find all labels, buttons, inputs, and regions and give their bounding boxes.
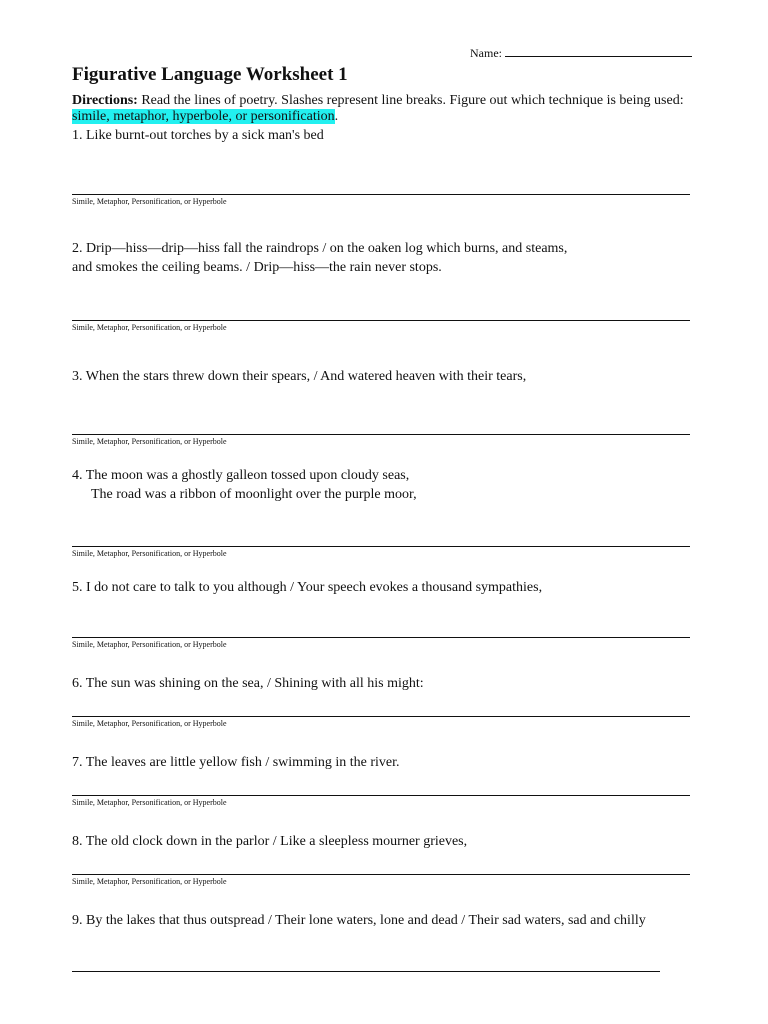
- answer-line-7[interactable]: [72, 795, 690, 796]
- answer-caption-8: Simile, Metaphor, Personification, or Hyperbole: [72, 877, 227, 886]
- answer-line-2[interactable]: [72, 320, 690, 321]
- question-4-line-1: 4. The moon was a ghostly galleon tossed upon cloudy seas,: [72, 468, 410, 483]
- question-8: [72, 832, 712, 851]
- answer-caption-1: Simile, Metaphor, Personification, or Hyperbole: [72, 197, 227, 206]
- answer-line-6[interactable]: [72, 716, 690, 717]
- directions: [72, 93, 702, 125]
- answer-caption-6: Simile, Metaphor, Personification, or Hyperbole: [72, 719, 227, 728]
- question-1-line-1: 1. Like burnt-out torches by a sick man's bed: [72, 128, 324, 143]
- question-5: [72, 578, 712, 597]
- answer-line-5[interactable]: [72, 637, 690, 638]
- directions-label: Directions:: [72, 93, 138, 108]
- answer-caption-5: Simile, Metaphor, Personification, or Hyperbole: [72, 640, 227, 649]
- answer-line-4[interactable]: [72, 546, 690, 547]
- answer-caption-7: Simile, Metaphor, Personification, or Hyperbole: [72, 798, 227, 807]
- answer-line-3[interactable]: [72, 434, 690, 435]
- question-2: [72, 239, 712, 277]
- answer-line-1[interactable]: [72, 194, 690, 195]
- directions-end: .: [334, 109, 339, 124]
- question-2-line-2: and smokes the ceiling beams. / Drip—hiss—the rain never stops.: [72, 260, 442, 275]
- question-3-line-1: 3. When the stars threw down their spears, / And watered heaven with their tears,: [72, 369, 527, 384]
- question-2-line-1: 2. Drip—hiss—drip—hiss fall the raindrops / on the oaken log which burns, and steams,: [72, 241, 568, 256]
- directions-text: Read the lines of poetry. Slashes represent line breaks. Figure out which technique is being used:: [137, 93, 684, 108]
- question-7-line-1: 7. The leaves are little yellow fish / swimming in the river.: [72, 755, 400, 770]
- question-6-line-1: 6. The sun was shining on the sea, / Shining with all his might:: [72, 676, 424, 691]
- question-4: [72, 466, 712, 504]
- question-1: [72, 126, 712, 145]
- name-field[interactable]: [470, 46, 692, 61]
- name-label: Name:: [470, 46, 502, 60]
- answer-line-8[interactable]: [72, 874, 690, 875]
- question-7: [72, 753, 712, 772]
- answer-line-9[interactable]: [72, 971, 660, 972]
- highlighted-options: simile, metaphor, hyperbole, or personification: [72, 109, 335, 124]
- question-9: [72, 911, 712, 930]
- question-9-line-1: 9. By the lakes that thus outspread / Their lone waters, lone and dead / Their sad waters, sad and chilly: [72, 913, 646, 928]
- answer-caption-2: Simile, Metaphor, Personification, or Hyperbole: [72, 323, 227, 332]
- question-8-line-1: 8. The old clock down in the parlor / Like a sleepless mourner grieves,: [72, 834, 468, 849]
- answer-caption-4: Simile, Metaphor, Personification, or Hyperbole: [72, 549, 227, 558]
- answer-caption-3: Simile, Metaphor, Personification, or Hyperbole: [72, 437, 227, 446]
- question-4-line-2: The road was a ribbon of moonlight over the purple moor,: [91, 487, 417, 502]
- worksheet-title: Figurative Language Worksheet 1: [72, 64, 348, 85]
- name-blank-line[interactable]: [505, 46, 692, 57]
- question-5-line-1: 5. I do not care to talk to you although / Your speech evokes a thousand sympathies,: [72, 580, 543, 595]
- question-6: [72, 674, 712, 693]
- question-3: [72, 367, 712, 386]
